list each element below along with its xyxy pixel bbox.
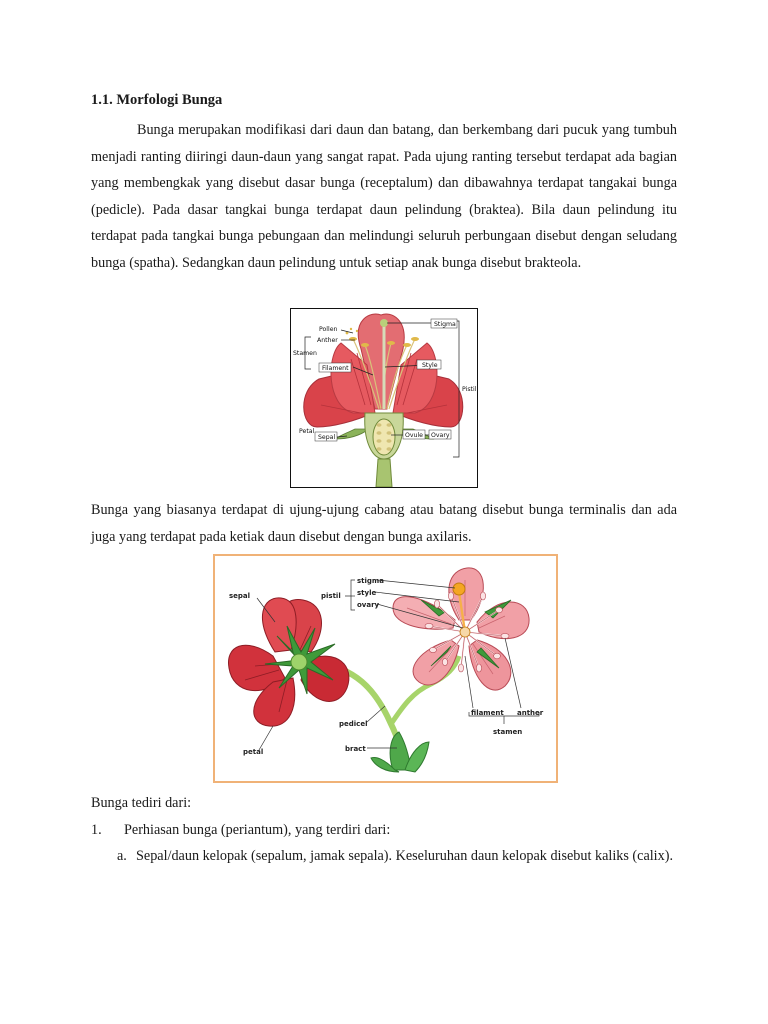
flower-parts-illustration	[215, 556, 556, 781]
label-sepal: sepal	[229, 592, 251, 600]
label-style: style	[357, 589, 377, 597]
list-item-1a	[117, 843, 677, 870]
label-anther: Anther	[317, 337, 338, 344]
label-stigma: Stigma	[434, 321, 456, 328]
label-stamen: Stamen	[293, 350, 317, 357]
section-heading: 1.1. Morfologi Bunga	[91, 92, 223, 108]
paragraph-intro: Bunga merupakan modifikasi dari daun dan batang, dan berkembang dari pucuk yang tumbuh menjadi ranting diiringi daun-daun yang sangat rapat. Pada ujung ranting tersebut terdapat ada bagian yang membengkak yang disebut dasar bunga (receptalum) dan dibawahnya terdapat tangakai bunga (pedicle). Pada dasar tangkai bunga terdapat daun pelindung (braktea). Bila daun pelindung itu terdapat pada tangkai bunga pebungaan dan melindungi seluruh perbungaan disebut dengan seludang bunga (spatha). Sedangkan daun pelindung untuk setiap anak bunga disebut brakteola.	[91, 122, 677, 271]
red-flower-back-view	[228, 598, 348, 726]
label-stigma: stigma	[357, 577, 384, 585]
label-ovary: Ovary	[431, 432, 450, 439]
label-filament: Filament	[322, 365, 349, 372]
list-item-1	[91, 817, 390, 844]
pink-flower-front-view	[393, 568, 529, 690]
figure-flower-cross-section	[290, 308, 478, 488]
label-petal: Petal	[299, 428, 315, 435]
label-pollen: Pollen	[319, 326, 338, 333]
label-stamen: stamen	[493, 728, 523, 736]
flower-cross-section-illustration	[291, 309, 477, 487]
label-sepal: Sepal	[318, 434, 336, 441]
figure-flower-parts	[213, 554, 558, 783]
paragraph-terminal-axillary: Bunga yang biasanya terdapat di ujung-ujung cabang atau batang disebut bunga terminalis dan ada juga yang terdapat pada ketiak daun disebut dengan bunga axilaris.	[91, 502, 677, 545]
list-number: 1.	[91, 822, 102, 838]
list-item-text: Sepal/daun kelopak (sepalum, jamak sepala). Keseluruhan daun kelopak disebut kaliks (calix).	[136, 848, 673, 864]
label-filament: filament	[471, 709, 504, 717]
list-item-text: Perhiasan bunga (periantum), yang terdiri dari:	[124, 822, 391, 838]
label-style: Style	[422, 362, 438, 369]
list-letter: a.	[117, 848, 127, 864]
label-pistil: Pistil	[462, 386, 477, 393]
paragraph-list-intro: Bunga tediri dari:	[91, 795, 192, 811]
label-anther: anther	[517, 709, 544, 717]
label-ovary: ovary	[357, 601, 380, 609]
label-ovule: Ovule	[405, 432, 423, 439]
label-petal: petal	[243, 748, 264, 756]
label-pistil: pistil	[321, 592, 341, 600]
label-bract: bract	[345, 745, 366, 753]
label-pedicel: pedicel	[339, 720, 368, 728]
